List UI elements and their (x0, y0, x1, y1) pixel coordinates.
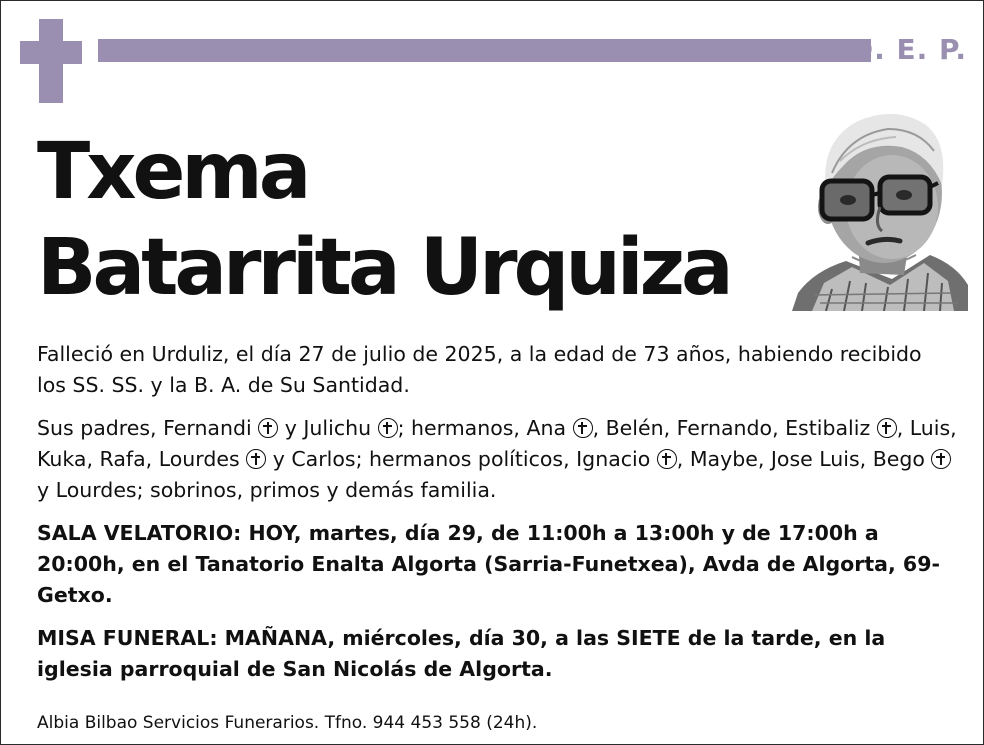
family-paragraph: Sus padres, Fernandi y Julichu ; hermanos, Ana , Belén, Fernando, Estibaliz , Luis, Kuka, Rafa, Lourdes y Carlos; hermanos políticos, Ignacio , Maybe, Jose Luis, Bego y Lourdes; sobrinos, primos y demás familia. (37, 416, 957, 502)
portrait-photo (792, 107, 968, 311)
announcement-paragraph: Falleció en Urduliz, el día 27 de julio de 2025, a la edad de 73 años, habiendo recibido los SS. SS. y la B. A. de Su Santidad. (37, 342, 922, 397)
deceased-cross-icon (657, 449, 677, 469)
deceased-cross-icon (246, 449, 266, 469)
header-bar (98, 39, 871, 62)
dep-label: D. E. P. (849, 33, 967, 66)
surnames: Batarrita Urquiza (37, 223, 730, 313)
funeral-home-footer: Albia Bilbao Servicios Funerarios. Tfno. 944 453 558 (24h). (37, 713, 538, 733)
funeral-paragraph: MISA FUNERAL: MAÑANA, miércoles, día 30, a las SIETE de la tarde, en la iglesia parroquial de San Nicolás de Algorta. (37, 626, 886, 681)
wake-paragraph: SALA VELATORIO: HOY, martes, día 29, de 11:00h a 13:00h y de 17:00h a 20:00h, en el Tanatorio Enalta Algorta (Sarria-Funetxea), Avda de Algorta, 69-Getxo. (37, 521, 940, 607)
deceased-cross-icon (877, 418, 897, 438)
deceased-cross-icon (258, 418, 278, 438)
first-name: Txema (37, 127, 308, 217)
deceased-cross-icon (378, 418, 398, 438)
obituary-text (37, 339, 957, 697)
deceased-cross-icon (931, 449, 951, 469)
deceased-cross-icon (573, 418, 593, 438)
cross-icon (20, 19, 82, 103)
